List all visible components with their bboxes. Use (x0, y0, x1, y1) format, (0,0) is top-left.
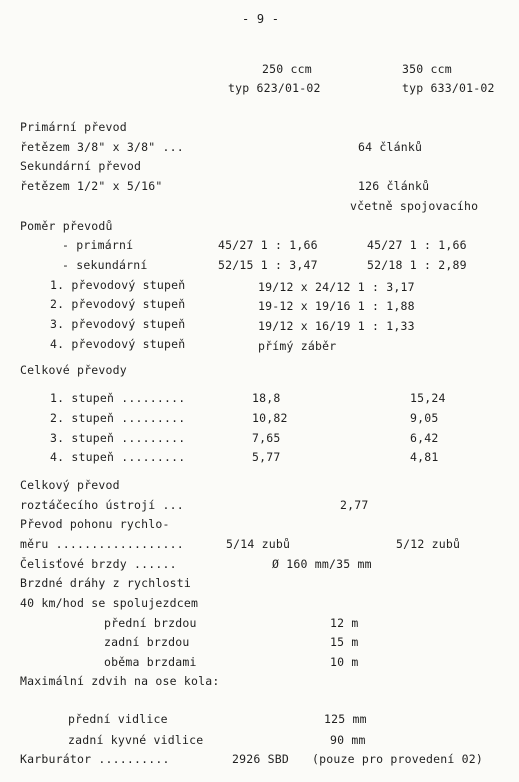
speedo-heading: Převod pohonu rychlo- (20, 517, 170, 531)
kick-start-heading: Celkový převod (20, 478, 120, 492)
gear-1-label: 1. převodový stupeň (50, 278, 186, 292)
secondary-chain-label: řetězem 1/2" x 5/16" (20, 179, 163, 193)
speedo-350: 5/12 zubů (396, 537, 461, 551)
overall-1-350: 15,24 (410, 391, 446, 405)
gear-4-label: 4. převodový stupeň (50, 337, 186, 351)
gear-4-value: přímý záběr (258, 339, 337, 353)
braking-front-label: přední brzdou (104, 616, 197, 630)
primary-ratio-350: 45/27 1 : 1,66 (367, 238, 467, 252)
kick-start-value: 2,77 (340, 498, 369, 512)
kick-start-label: roztáčecího ústrojí ... (20, 498, 184, 512)
braking-both-label: oběma brzdami (104, 655, 197, 669)
braking-subheading: 40 km/hod se spolujezdcem (20, 596, 199, 610)
overall-3-label: 3. stupeň ......... (50, 431, 186, 445)
braking-rear-value: 15 m (330, 635, 359, 649)
primary-chain-value: 64 článků (358, 140, 423, 154)
braking-rear-label: zadní brzdou (104, 635, 190, 649)
travel-front-label: přední vidlice (68, 712, 168, 726)
page-number: - 9 - (242, 12, 280, 26)
secondary-chain-value: 126 článků (358, 179, 430, 193)
overall-1-label: 1. stupeň ......... (50, 391, 186, 405)
overall-2-350: 9,05 (410, 411, 439, 425)
travel-heading: Maximální zdvih na ose kola: (20, 674, 220, 688)
gear-2-value: 19-12 x 19/16 1 : 1,88 (258, 299, 415, 313)
col-350-capacity: 350 ccm (402, 62, 452, 76)
primary-ratio-250: 45/27 1 : 1,66 (218, 238, 318, 252)
braking-heading: Brzdné dráhy z rychlosti (20, 576, 191, 590)
overall-2-label: 2. stupeň ......... (50, 411, 186, 425)
gear-3-value: 19/12 x 16/19 1 : 1,33 (258, 319, 415, 333)
primary-drive-heading: Primární převod (20, 120, 127, 134)
gear-2-label: 2. převodový stupeň (50, 297, 186, 311)
col-350-type: typ 633/01-02 (402, 81, 495, 95)
travel-rear-label: zadní kyvné vidlice (68, 733, 204, 747)
primary-ratio-label: - primární (62, 238, 134, 252)
brakes-label: Čelisťové brzdy ...... (20, 557, 177, 571)
overall-2-250: 10,82 (252, 411, 288, 425)
brakes-value: Ø 160 mm/35 mm (272, 557, 372, 571)
speedo-250: 5/14 zubů (226, 537, 291, 551)
gear-1-value: 19/12 x 24/12 1 : 3,17 (258, 280, 415, 294)
col-250-type: typ 623/01-02 (228, 81, 321, 95)
gear-3-label: 3. převodový stupeň (50, 317, 186, 331)
travel-rear-value: 90 mm (330, 733, 366, 747)
col-250-capacity: 250 ccm (262, 62, 312, 76)
overall-1-250: 18,8 (252, 391, 281, 405)
overall-4-350: 4,81 (410, 450, 439, 464)
overall-heading: Celkové převody (20, 363, 127, 377)
carburetor-note: (pouze pro provedení 02) (312, 752, 483, 766)
braking-front-value: 12 m (330, 616, 359, 630)
secondary-drive-heading: Sekundární převod (20, 159, 142, 173)
braking-both-value: 10 m (330, 655, 359, 669)
travel-front-value: 125 mm (324, 712, 367, 726)
carburetor-value: 2926 SBD (232, 752, 289, 766)
secondary-chain-note: včetně spojovacího (350, 199, 479, 213)
overall-4-250: 5,77 (252, 450, 281, 464)
primary-chain-label: řetězem 3/8" x 3/8" ... (20, 140, 184, 154)
secondary-ratio-250: 52/15 1 : 3,47 (218, 258, 318, 272)
ratios-heading: Poměr převodů (20, 219, 113, 233)
secondary-ratio-350: 52/18 1 : 2,89 (367, 258, 467, 272)
overall-4-label: 4. stupeň ......... (50, 450, 186, 464)
overall-3-350: 6,42 (410, 431, 439, 445)
overall-3-250: 7,65 (252, 431, 281, 445)
speedo-label: měru .................. (20, 537, 184, 551)
carburetor-label: Karburátor .......... (20, 752, 170, 766)
secondary-ratio-label: - sekundární (62, 258, 148, 272)
